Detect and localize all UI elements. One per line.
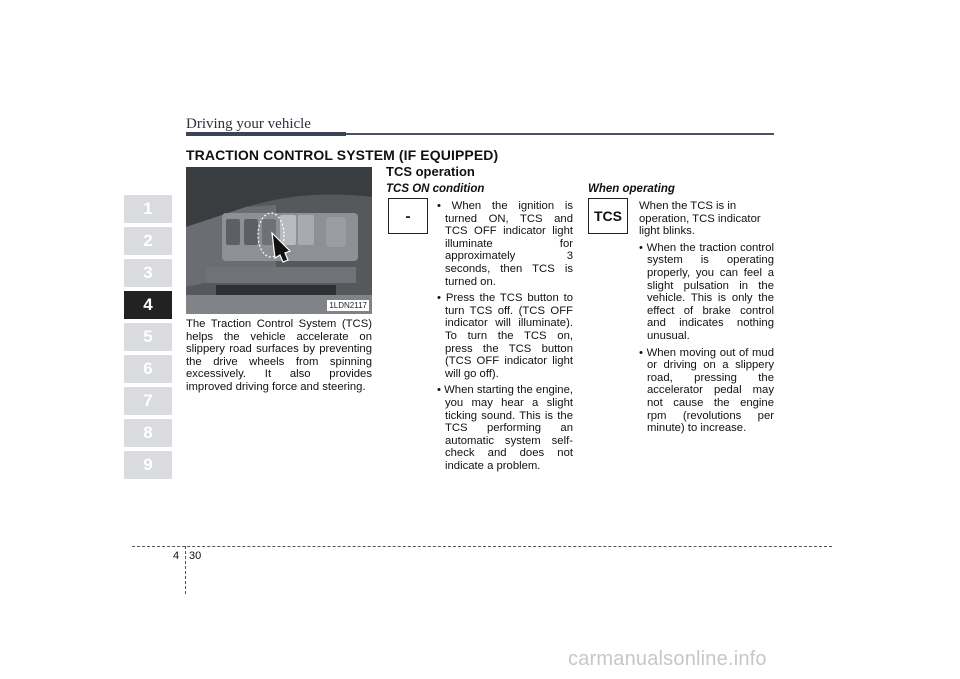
when-operating-heading: When operating [588,183,675,195]
chapter-tab-7[interactable]: 7 [124,387,172,415]
list-item: • When the ignition is turned ON, TCS and TCS OFF indicator light illuminate for approximately 3 seconds, then TCS is turned on. [437,200,573,288]
dashboard-switch-photo [186,167,372,314]
tcs-on-list [437,200,573,476]
footer-divider [185,546,186,594]
chapter-tab-2[interactable]: 2 [124,227,172,255]
chapter-tab-8[interactable]: 8 [124,419,172,447]
section-title: TRACTION CONTROL SYSTEM (IF EQUIPPED) [186,147,499,163]
chapter-tab-1[interactable]: 1 [124,195,172,223]
list-item: • When starting the engine, you may hear a slight ticking sound. This is the TCS performing an automatic system self-check and does not indicate a problem. [437,384,573,472]
chapter-tab-9[interactable]: 9 [124,451,172,479]
when-operating-intro: When the TCS is in operation, TCS indicator light blinks. [639,200,761,238]
header-rule [346,133,774,135]
chapter-tab-6[interactable]: 6 [124,355,172,383]
tcs-intro-text: The Traction Control System (TCS) helps the vehicle accelerate on slippery road surfaces by preventing the drive wheels from spinning excessively. It also provides improved driving force and steering. [186,318,372,393]
list-item: • When moving out of mud or driving on a slippery road, pressing the accelerator pedal may not cause the engine rpm (revolutions per minute) to increase. [639,346,774,435]
footer-chapter: 4 [173,550,180,562]
indicator-symbol-dash: - [388,198,428,234]
tcs-on-heading: TCS ON condition [386,183,485,195]
list-item: • When the traction control system is operating properly, you can feel a slight pulsation in the vehicle. This is only the effect of brake control and indicates nothing unusual. [639,241,774,342]
list-item: • Press the TCS button to turn TCS off. (TCS OFF indicator will illuminate). To turn the TCS on, press the TCS button (TCS OFF indicator light will go off). [437,292,574,380]
watermark: carmanualsonline.info [568,648,767,670]
dashboard-illustration [186,167,372,314]
chapter-tab-4[interactable]: 4 [124,291,172,319]
figure-label: 1LDN2117 [329,301,367,310]
tcs-indicator-icon: TCS [588,198,628,234]
chapter-tabs [124,195,172,483]
chapter-tab-3[interactable]: 3 [124,259,172,287]
footer-rule [132,546,832,547]
page-number: 30 [189,550,202,562]
chapter-tab-5[interactable]: 5 [124,323,172,351]
header-title: Driving your vehicle [186,116,311,132]
when-operating-list [639,200,774,439]
tcs-operation-title: TCS operation [386,164,475,179]
header-rule-dark [186,132,346,136]
